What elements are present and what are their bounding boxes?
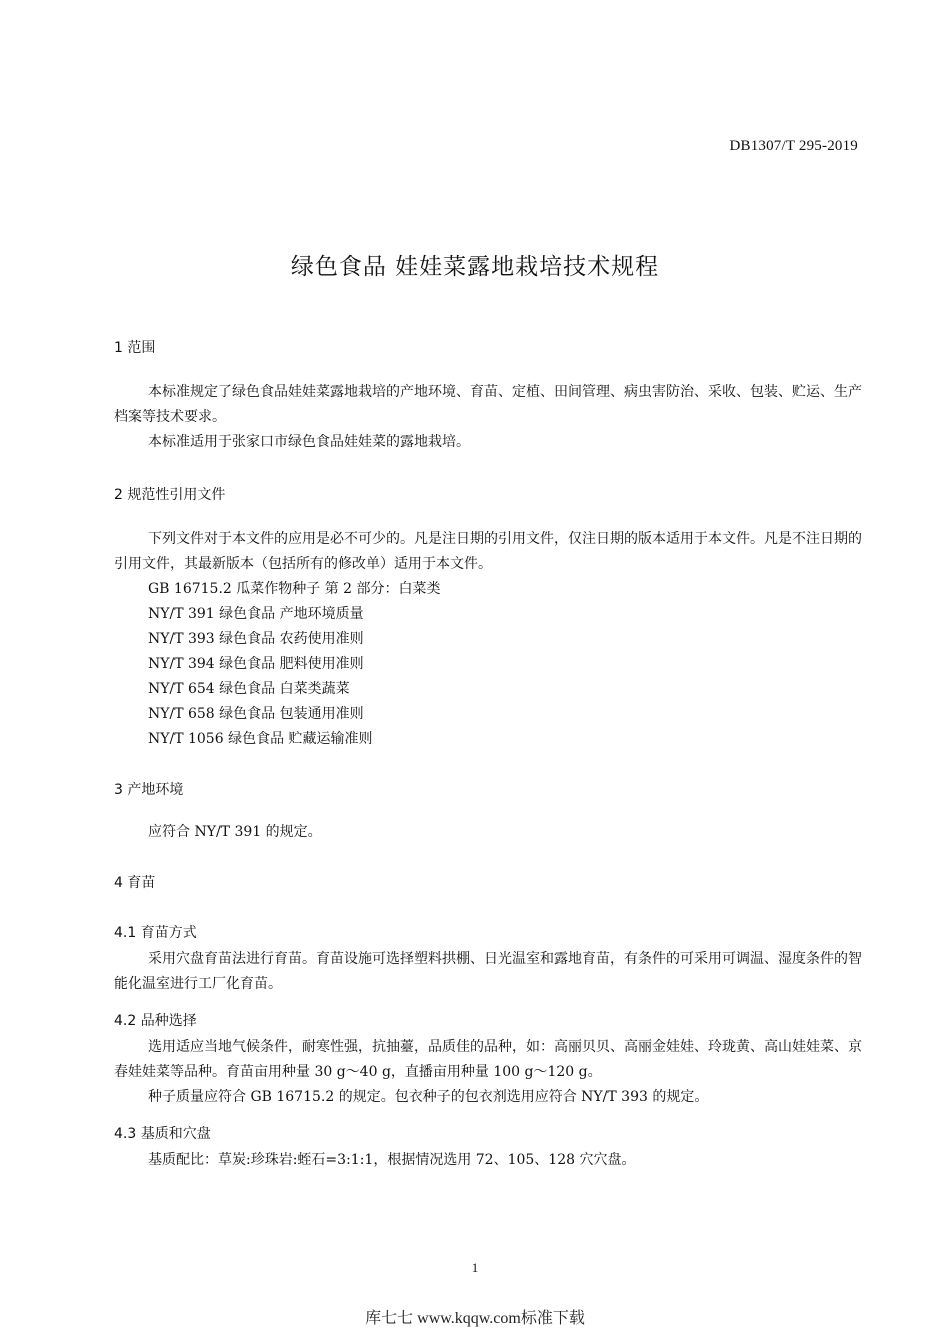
standard-code: DB1307/T 295-2019 [729,138,858,154]
section-heading: 4.2 品种选择 [114,1013,197,1029]
section-normative-references [114,483,862,752]
section-production-environment [114,778,862,845]
reference-item: NY/T 393 绿色食品 农药使用准则 [148,631,364,647]
paragraph: 本标准规定了绿色食品娃娃菜露地栽培的产地环境、育苗、定植、田间管理、病虫害防治、采收、包装、贮运、生产档案等技术要求。 [114,384,862,425]
section-seedling-method [114,921,862,997]
section-heading: 4 育苗 [114,875,156,891]
paragraph: 下列文件对于本文件的应用是必不可少的。凡是注日期的引用文件，仅注日期的版本适用于本文件。凡是不注日期的引用文件，其最新版本（包括所有的修改单）适用于本文件。 [114,531,862,572]
section-heading: 4.1 育苗方式 [114,925,197,941]
reference-item: NY/T 391 绿色食品 产地环境质量 [148,606,364,622]
paragraph: 基质配比：草炭:珍珠岩:蛭石=3:1:1，根据情况选用 72、105、128 穴穴盘。 [148,1152,636,1168]
reference-item: NY/T 394 绿色食品 肥料使用准则 [148,656,364,672]
paragraph: 选用适应当地气候条件，耐寒性强，抗抽薹，品质佳的品种，如：高丽贝贝、高丽金娃娃、玲珑黄、高山娃娃菜、京春娃娃菜等品种。育苗亩用种量 30 g～40 g，直播亩用种量 100 g～120 g。 [114,1039,862,1080]
section-heading: 3 产地环境 [114,782,184,798]
section-seedling [114,871,862,895]
paragraph: 种子质量应符合 GB 16715.2 的规定。包衣种子的包衣剂选用应符合 NY/T 393 的规定。 [148,1089,709,1105]
reference-item: GB 16715.2 瓜菜作物种子 第 2 部分：白菜类 [148,581,441,597]
section-substrate-trays [114,1122,862,1173]
footer-watermark: 库七七 www.kqqw.com标准下载 [365,1310,585,1327]
paragraph: 本标准适用于张家口市绿色食品娃娃菜的露地栽培。 [148,434,470,450]
section-variety-selection [114,1009,862,1110]
reference-item: NY/T 654 绿色食品 白菜类蔬菜 [148,681,350,697]
section-heading: 1 范围 [114,340,156,356]
paragraph: 采用穴盘育苗法进行育苗。育苗设施可选择塑料拱棚、日光温室和露地育苗，有条件的可采用可调温、湿度条件的智能化温室进行工厂化育苗。 [114,951,862,992]
section-heading: 4.3 基质和穴盘 [114,1126,211,1142]
section-scope [114,336,862,455]
reference-item: NY/T 1056 绿色食品 贮藏运输准则 [148,731,373,747]
document-body [114,330,862,1173]
document-title: 绿色食品 娃娃菜露地栽培技术规程 [290,254,660,280]
section-heading: 2 规范性引用文件 [114,487,226,503]
page-number: 1 [471,1260,479,1275]
paragraph: 应符合 NY/T 391 的规定。 [148,824,322,840]
reference-item: NY/T 658 绿色食品 包装通用准则 [148,706,364,722]
